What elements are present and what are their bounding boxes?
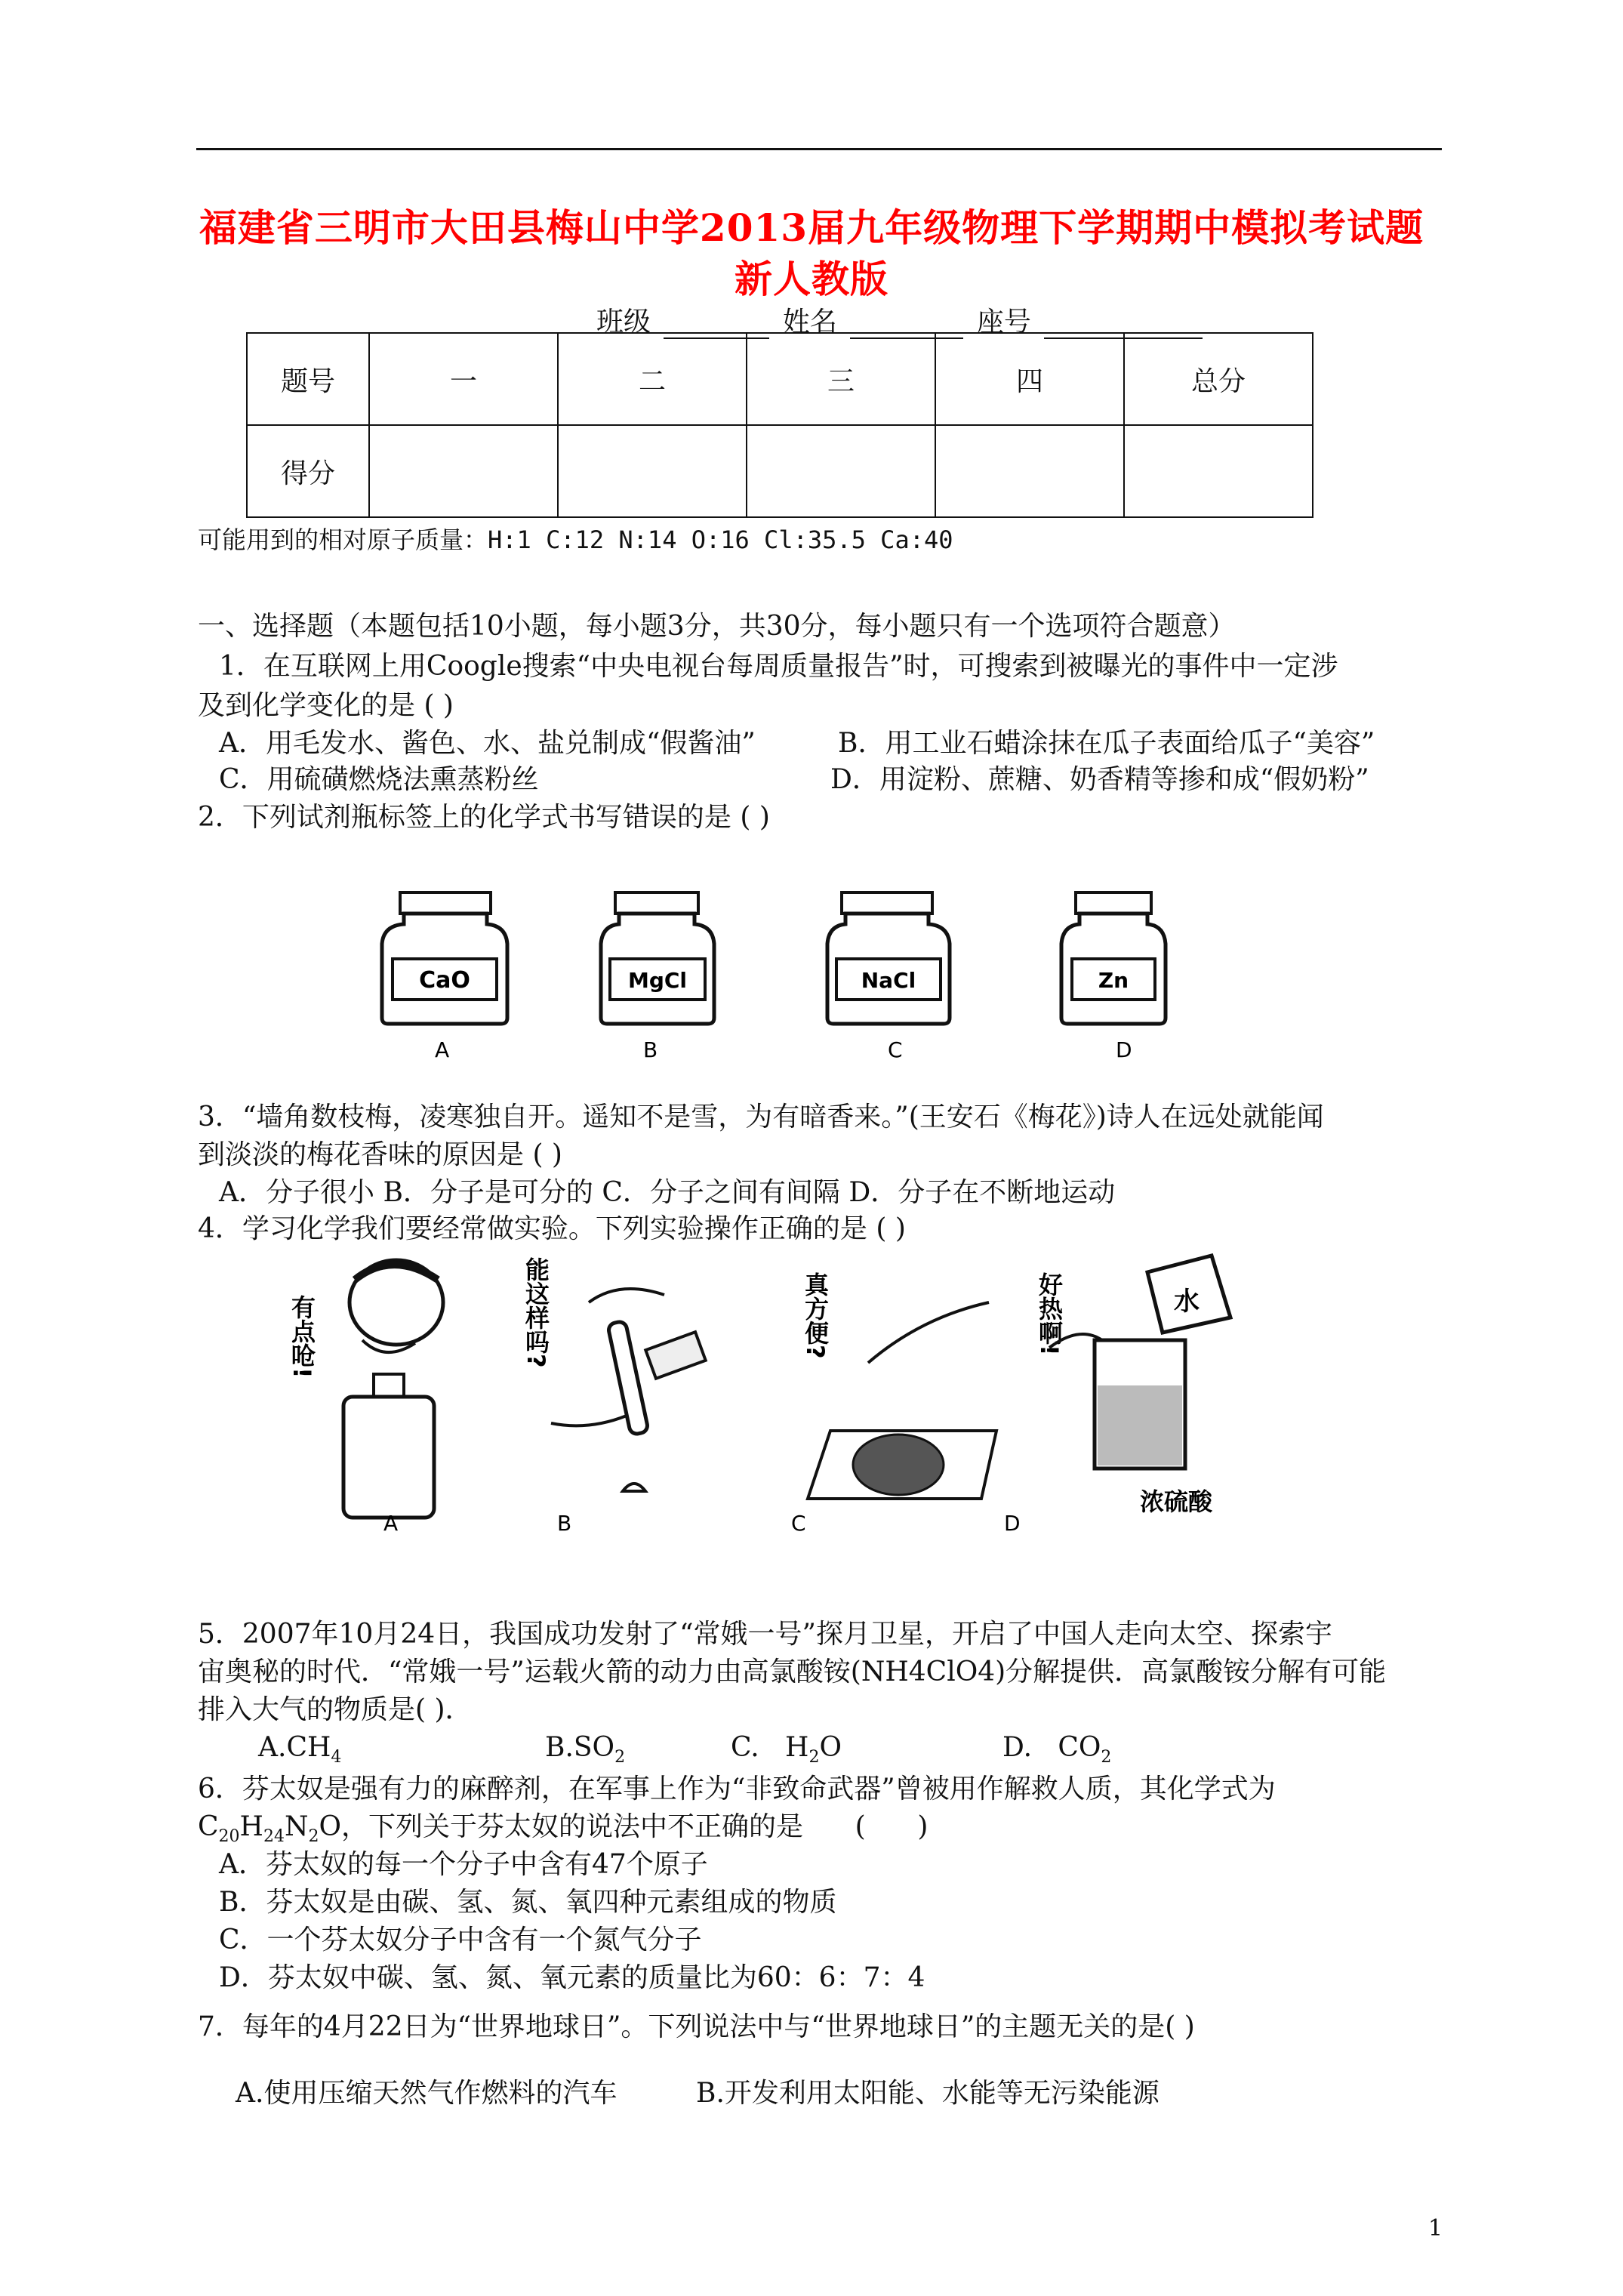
name-label: 姓名 [782,307,837,337]
q1-stem-line1: 1．在互联网上用Coogle搜索“中央电视台每周质量报告”时，可搜索到被曝光的事件中一定涉 [219,651,1338,682]
atomic-mass-line: 可能用到的相对原子质量：H:1 C:12 N:14 O:16 Cl:35.5 Ca:40 [198,525,953,554]
q2-stem: 2．下列试剂瓶标签上的化学式书写错误的是 ( ) [198,802,770,833]
q4-letter-b: B [557,1511,572,1536]
q6-formula-h: H [239,1811,263,1842]
score-table-header-row [247,333,1313,425]
operation-b [522,1256,706,1491]
q5-option-b-sub: 2 [614,1748,626,1767]
q1-option-c: C．用硫磺燃烧法熏蒸粉丝 [219,764,539,795]
q5-option-d-text: D. CO [1002,1732,1101,1763]
operation-d [1035,1256,1230,1516]
q1-option-d: D．用淀粉、蔗糖、奶香精等掺和成“假奶粉” [830,764,1369,795]
bottle-label-c: NaCl [861,968,916,993]
score-table-score-row [247,425,1313,517]
page-number: 1 [1428,2215,1443,2242]
q5-stem-line2: 宙奥秘的时代．“常娥一号”运载火箭的动力由高氯酸铵(NH4ClO4)分解提供．高氯酸铵分解有可能 [198,1657,1387,1687]
q7-option-b: B.开发利用太阳能、水能等无污染能源 [696,2078,1160,2109]
q6-option-b: B．芬太奴是由碳、氢、氮、氧四种元素组成的物质 [219,1887,837,1918]
q5-option-a [258,1729,341,1777]
q5-option-d-sub: 2 [1101,1748,1112,1767]
q5-option-c-sub: 2 [808,1748,820,1767]
q1-stem-line2: 及到化学变化的是 ( ) [198,690,454,721]
score-cell: 题号 [247,333,369,425]
q5-stem-line3: 排入大气的物质是( )． [198,1694,473,1725]
reagent-bottles-figure [370,883,1215,1072]
score-table [246,332,1313,518]
operation-c [801,1272,996,1499]
score-cell: 总分 [1124,333,1313,425]
q4-stem: 4．学习化学我们要经常做实验。下列实验操作正确的是 ( ) [198,1213,906,1244]
q2-letter-b: B [643,1037,658,1062]
bottle-label-b: MgCl [627,968,688,993]
score-cell: 一 [369,333,558,425]
caption-b: 能这样吗? [522,1257,550,1368]
score-input-cell[interactable] [558,425,747,517]
q6-option-a: A．芬太奴的每一个分子中含有47个原子 [219,1849,708,1880]
header-rule [196,148,1442,150]
q6-formula-n-sub: 2 [308,1827,319,1847]
q2-letter-a: A [435,1037,450,1062]
q4-letter-a: A [383,1511,399,1536]
page-title: 福建省三明市大田县梅山中学2013届九年级物理下学期期中模拟考试题 [199,205,1424,250]
q2-letter-d: D [1116,1037,1132,1062]
score-cell: 得分 [247,425,369,517]
bottle-d [1061,892,1166,1024]
caption-c: 真方便? [801,1272,830,1359]
q5-stem-line1: 5．2007年10月24日，我国成功发射了“常娥一号”探月卫星，开启了中国人走向太空、探索宇 [198,1619,1332,1650]
water-label: 水 [1174,1287,1200,1317]
bottle-c [827,892,950,1024]
q6-formula-c: C [198,1811,219,1842]
score-input-cell[interactable] [747,425,935,517]
score-cell: 四 [935,333,1124,425]
bottle-a [382,892,507,1024]
q7-stem: 7．每年的4月22日为“世界地球日”。下列说法中与“世界地球日”的主题无关的是( ) [198,2011,1195,2042]
q6-formula-o: O [319,1811,341,1842]
q4-letter-d: D [1004,1511,1021,1536]
class-label: 班级 [596,307,651,337]
q1-option-a: A．用毛发水、酱色、水、盐兑制成“假酱油” [219,728,756,759]
q5-option-b-text: B.SO [545,1732,615,1763]
q6-option-c: C．一个芬太奴分子中含有一个氮气分子 [219,1925,702,1955]
q2-letter-c: C [888,1037,903,1062]
q5-option-d [1002,1729,1111,1777]
caption-a: 有点呛! [288,1295,316,1379]
lab-operations-figure [287,1250,1344,1536]
operation-a [288,1260,443,1518]
score-cell: 二 [558,333,747,425]
bottle-label-d: Zn [1098,968,1129,993]
bottle-label-a: CaO [419,967,470,994]
seat-label: 座号 [976,307,1031,337]
q3-stem-line2: 到淡淡的梅花香味的原因是 ( ) [198,1139,562,1170]
q6-formula-n: N [284,1811,309,1842]
q4-letter-c: C [791,1511,806,1536]
page-subtitle: 新人教版 [735,257,888,301]
bottle-b [601,892,714,1024]
q3-stem-line1: 3．“墙角数枝梅，凌寒独自开。遥知不是雪，为有暗香来。”(王安石《梅花》)诗人在远处就能闻 [198,1102,1324,1133]
score-input-cell[interactable] [935,425,1124,517]
q5-option-a-text: A.CH [258,1732,331,1763]
score-input-cell[interactable] [1124,425,1313,517]
q6-stem-line1: 6．芬太奴是强有力的麻醉剂，在军事上作为“非致命武器”曾被用作解救人质，其化学式为 [198,1774,1276,1804]
q6-formula-c-sub: 20 [218,1827,240,1847]
q5-option-a-sub: 4 [331,1748,342,1767]
q6-option-d: D．芬太奴中碳、氢、氮、氧元素的质量比为60：6：7：4 [219,1962,925,1993]
score-input-cell[interactable] [369,425,558,517]
acid-label: 浓硫酸 [1140,1487,1213,1516]
q7-option-a: A.使用压缩天然气作燃料的汽车 [236,2078,617,2109]
section1-heading: 一、选择题（本题包括10小题，每小题3分，共30分，每小题只有一个选项符合题意） [198,611,1236,642]
q6-formula-h-sub: 24 [263,1827,285,1847]
q3-options: A．分子很小 B．分子是可分的 C．分子之间有间隔 D．分子在不断地运动 [219,1177,1116,1208]
q5-option-c-text: C. H [731,1732,809,1763]
q5-option-c-tail: O [819,1732,842,1763]
q6-stem-tail: ，下列关于芬太奴的说法中不正确的是 ( ) [340,1811,929,1842]
caption-d: 好热啊! [1035,1272,1064,1356]
score-cell: 三 [747,333,935,425]
q5-option-c [731,1729,842,1777]
q1-option-b: B．用工业石蜡涂抹在瓜子表面给瓜子“美容” [838,728,1375,759]
q5-option-b [545,1729,625,1777]
